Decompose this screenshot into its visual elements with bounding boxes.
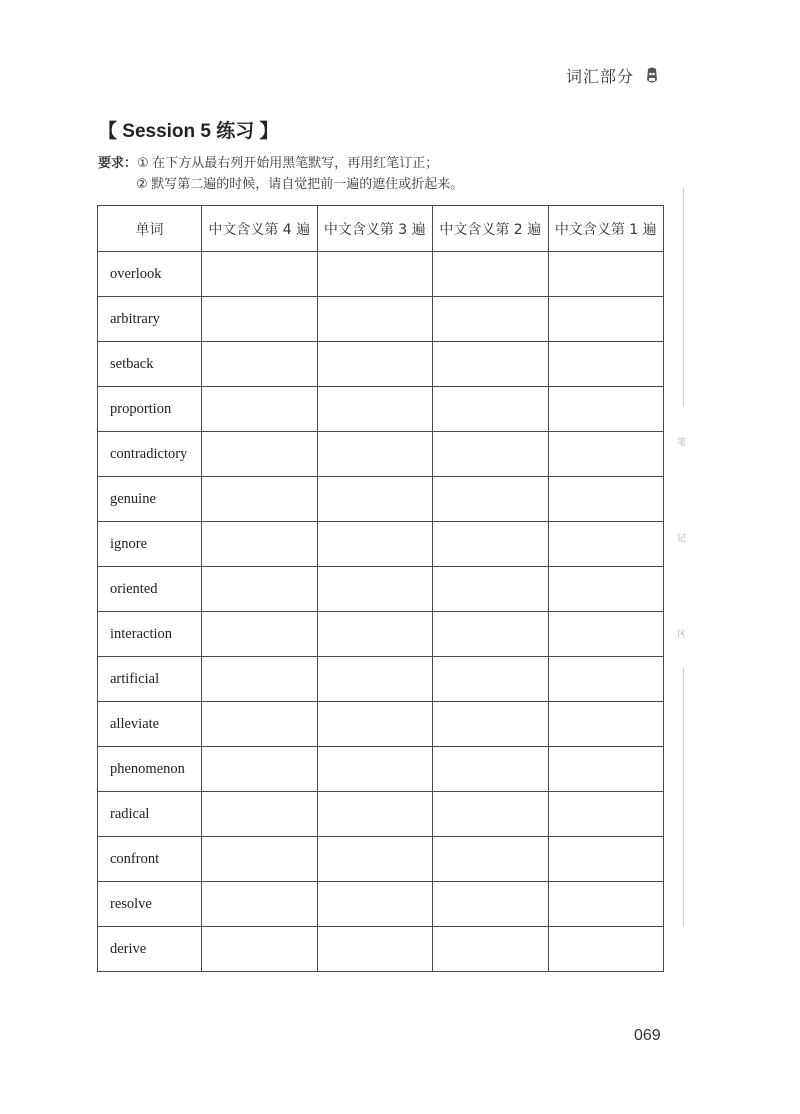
- requirement-1: ① 在下方从最右列开始用黑笔默写，再用红笔订正；: [137, 155, 439, 170]
- answer-cell-pass-4[interactable]: [202, 432, 318, 477]
- answer-cell-pass-3[interactable]: [317, 477, 433, 522]
- answer-cell-pass-1[interactable]: [548, 522, 664, 567]
- answer-cell-pass-1[interactable]: [548, 837, 664, 882]
- answer-cell-pass-1[interactable]: [548, 252, 664, 297]
- column-header-pass-2: 中文含义第 2 遍: [433, 206, 549, 252]
- answer-cell-pass-3[interactable]: [317, 747, 433, 792]
- answer-cell-pass-1[interactable]: [548, 747, 664, 792]
- answer-cell-pass-3[interactable]: [317, 297, 433, 342]
- answer-cell-pass-1[interactable]: [548, 297, 664, 342]
- notes-label-char: 记: [677, 533, 687, 543]
- table-row: [98, 252, 664, 297]
- table-row: [98, 792, 664, 837]
- table-row: [98, 387, 664, 432]
- answer-cell-pass-4[interactable]: [202, 657, 318, 702]
- answer-cell-pass-1[interactable]: [548, 702, 664, 747]
- answer-cell-pass-4[interactable]: [202, 567, 318, 612]
- notes-label-char: 笔: [677, 437, 687, 447]
- notes-rail-bottom: [683, 668, 684, 926]
- word-cell: contradictory: [98, 432, 202, 477]
- word-cell: artificial: [98, 657, 202, 702]
- answer-cell-pass-3[interactable]: [317, 927, 433, 972]
- table-row: [98, 297, 664, 342]
- word-cell: genuine: [98, 477, 202, 522]
- answer-cell-pass-4[interactable]: [202, 252, 318, 297]
- table-row: [98, 567, 664, 612]
- table-row: [98, 477, 664, 522]
- answer-cell-pass-3[interactable]: [317, 567, 433, 612]
- word-cell: phenomenon: [98, 747, 202, 792]
- page-title: 【 Session 5 练习 】: [98, 121, 279, 142]
- answer-cell-pass-1[interactable]: [548, 567, 664, 612]
- answer-cell-pass-1[interactable]: [548, 792, 664, 837]
- answer-cell-pass-2[interactable]: [433, 522, 549, 567]
- answer-cell-pass-4[interactable]: [202, 612, 318, 657]
- answer-cell-pass-1[interactable]: [548, 387, 664, 432]
- answer-cell-pass-3[interactable]: [317, 252, 433, 297]
- answer-cell-pass-1[interactable]: [548, 657, 664, 702]
- answer-cell-pass-1[interactable]: [548, 432, 664, 477]
- answer-cell-pass-3[interactable]: [317, 837, 433, 882]
- section-header: 词汇部分: [566, 69, 635, 86]
- answer-cell-pass-3[interactable]: [317, 342, 433, 387]
- answer-cell-pass-2[interactable]: [433, 297, 549, 342]
- mascot-icon: [645, 66, 659, 86]
- table-row: [98, 837, 664, 882]
- table-row: [98, 927, 664, 972]
- answer-cell-pass-4[interactable]: [202, 342, 318, 387]
- table-row: [98, 882, 664, 927]
- requirement-2: ② 默写第二遍的时候，请自觉把前一遍的遮住或折起来。: [136, 176, 464, 191]
- requirements-label: 要求：: [98, 155, 138, 170]
- answer-cell-pass-4[interactable]: [202, 702, 318, 747]
- answer-cell-pass-2[interactable]: [433, 747, 549, 792]
- table-header-row: [98, 206, 664, 252]
- answer-cell-pass-3[interactable]: [317, 612, 433, 657]
- word-cell: overlook: [98, 252, 202, 297]
- table-row: [98, 342, 664, 387]
- page-number: 069: [634, 1027, 661, 1044]
- answer-cell-pass-2[interactable]: [433, 342, 549, 387]
- table-row: [98, 657, 664, 702]
- answer-cell-pass-3[interactable]: [317, 432, 433, 477]
- answer-cell-pass-2[interactable]: [433, 837, 549, 882]
- word-cell: setback: [98, 342, 202, 387]
- answer-cell-pass-4[interactable]: [202, 477, 318, 522]
- column-header-pass-3: 中文含义第 3 遍: [317, 206, 433, 252]
- column-header-pass-4: 中文含义第 4 遍: [202, 206, 318, 252]
- answer-cell-pass-4[interactable]: [202, 522, 318, 567]
- word-cell: derive: [98, 927, 202, 972]
- table-row: [98, 747, 664, 792]
- answer-cell-pass-2[interactable]: [433, 792, 549, 837]
- answer-cell-pass-1[interactable]: [548, 927, 664, 972]
- answer-cell-pass-2[interactable]: [433, 927, 549, 972]
- table-row: [98, 522, 664, 567]
- answer-cell-pass-1[interactable]: [548, 882, 664, 927]
- column-header-word: 单词: [98, 206, 202, 252]
- answer-cell-pass-2[interactable]: [433, 252, 549, 297]
- answer-cell-pass-1[interactable]: [548, 612, 664, 657]
- answer-cell-pass-3[interactable]: [317, 387, 433, 432]
- answer-cell-pass-4[interactable]: [202, 387, 318, 432]
- word-cell: radical: [98, 792, 202, 837]
- word-cell: proportion: [98, 387, 202, 432]
- notes-rail-top: [683, 188, 684, 406]
- answer-cell-pass-3[interactable]: [317, 792, 433, 837]
- word-cell: ignore: [98, 522, 202, 567]
- answer-cell-pass-3[interactable]: [317, 702, 433, 747]
- answer-cell-pass-1[interactable]: [548, 342, 664, 387]
- answer-cell-pass-3[interactable]: [317, 882, 433, 927]
- answer-cell-pass-4[interactable]: [202, 837, 318, 882]
- answer-cell-pass-4[interactable]: [202, 297, 318, 342]
- answer-cell-pass-2[interactable]: [433, 882, 549, 927]
- answer-cell-pass-4[interactable]: [202, 927, 318, 972]
- answer-cell-pass-2[interactable]: [433, 432, 549, 477]
- requirements: [98, 152, 463, 194]
- table-row: [98, 612, 664, 657]
- answer-cell-pass-2[interactable]: [433, 477, 549, 522]
- word-cell: confront: [98, 837, 202, 882]
- word-cell: oriented: [98, 567, 202, 612]
- word-cell: interaction: [98, 612, 202, 657]
- answer-cell-pass-2[interactable]: [433, 657, 549, 702]
- column-header-pass-1: 中文含义第 1 遍: [548, 206, 664, 252]
- answer-cell-pass-1[interactable]: [548, 477, 664, 522]
- answer-cell-pass-3[interactable]: [317, 522, 433, 567]
- vocabulary-table: [97, 205, 664, 972]
- answer-cell-pass-4[interactable]: [202, 747, 318, 792]
- word-cell: alleviate: [98, 702, 202, 747]
- word-cell: arbitrary: [98, 297, 202, 342]
- table-row: [98, 702, 664, 747]
- answer-cell-pass-4[interactable]: [202, 882, 318, 927]
- notes-label-char: 区: [677, 629, 687, 639]
- word-cell: resolve: [98, 882, 202, 927]
- answer-cell-pass-4[interactable]: [202, 792, 318, 837]
- answer-cell-pass-2[interactable]: [433, 702, 549, 747]
- answer-cell-pass-2[interactable]: [433, 387, 549, 432]
- answer-cell-pass-3[interactable]: [317, 657, 433, 702]
- answer-cell-pass-2[interactable]: [433, 612, 549, 657]
- answer-cell-pass-2[interactable]: [433, 567, 549, 612]
- table-row: [98, 432, 664, 477]
